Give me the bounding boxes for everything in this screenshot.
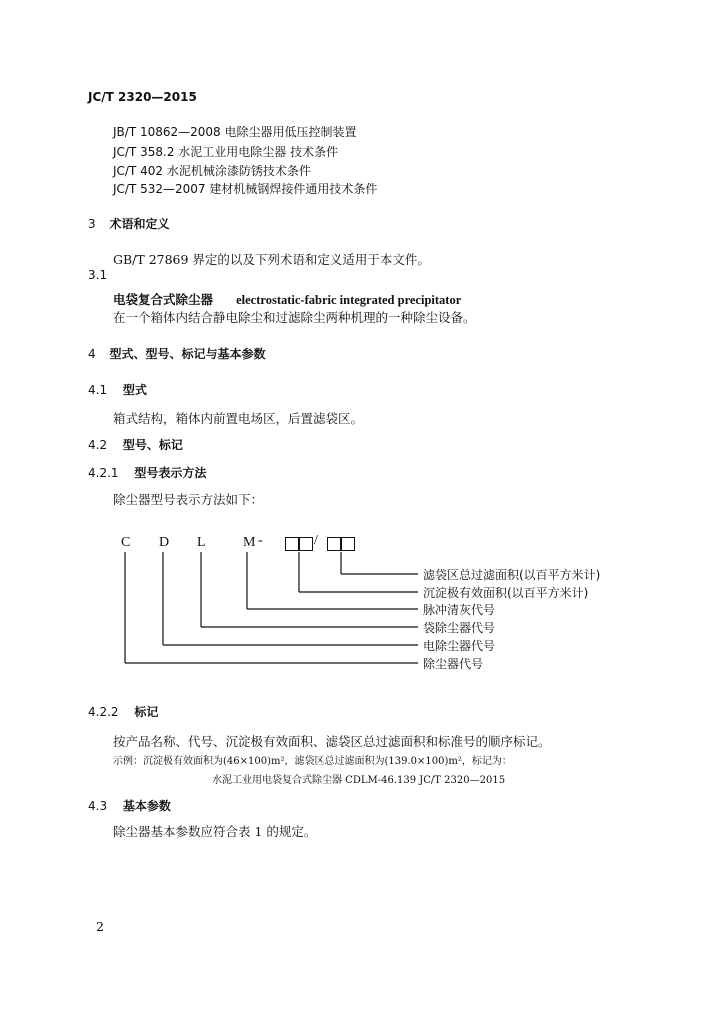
section-3-text: GB/T 27869 界定的以及下列术语和定义适用于本文件。 (113, 252, 430, 267)
reference-item: JC/T 402 水泥机械涂漆防锈技术条件 (113, 164, 311, 178)
example-intro: 示例：沉淀极有效面积为(46×100)m²，滤袋区总过滤面积为(139.0×100)m²，标记为： (113, 756, 512, 767)
code-letter-c: C (121, 535, 131, 550)
section-number: 4.2.2 (88, 705, 119, 719)
term-definition: 在一个箱体内结合静电除尘和过滤除尘两种机理的一种除尘设备。 (113, 310, 476, 325)
section-4-2-1-text: 除尘器型号表示方法如下： (113, 492, 264, 507)
section-4-2-2-text: 按产品名称、代号、沉淀极有效面积、滤袋区总过滤面积和标准号的顺序标记。 (113, 734, 551, 749)
diagram-label-dust-collector: 除尘器代号 (423, 657, 484, 671)
example-marking: 水泥工业用电袋复合式除尘器 CDLM-46.139 JC/T 2320—2015 (212, 775, 506, 786)
reference-item: JC/T 358.2 水泥工业用电除尘器 技术条件 (113, 145, 339, 159)
section-4-2-1-heading (88, 464, 206, 481)
reference-item: JC/T 532—2007 建材机械钢焊接件通用技术条件 (113, 182, 378, 196)
diagram-label-filter-area: 滤袋区总过滤面积(以百平方米计) (423, 568, 601, 582)
section-number: 3 (88, 217, 96, 231)
term-number: 3.1 (88, 268, 108, 282)
placeholder-box (341, 537, 355, 551)
section-4-2-2-heading (88, 703, 158, 720)
code-dash: - (258, 533, 263, 548)
code-letter-l: L (197, 535, 206, 550)
section-title: 术语和定义 (109, 217, 170, 231)
reference-item: JB/T 10862—2008 电除尘器用低压控制装置 (113, 125, 357, 139)
code-letter-d: D (159, 535, 170, 550)
placeholder-box (327, 537, 341, 551)
section-4-heading (88, 345, 265, 362)
placeholder-box (299, 537, 313, 551)
diagram-label-collector-area: 沉淀极有效面积(以百平方米计) (423, 586, 589, 600)
section-title: 标记 (134, 705, 159, 719)
section-4-1-text: 箱式结构，箱体内前置电场区，后置滤袋区。 (113, 411, 364, 426)
diagram-label-esp: 电除尘器代号 (423, 639, 496, 653)
diagram-label-bag-filter: 袋除尘器代号 (423, 621, 496, 635)
section-4-2-heading (88, 436, 183, 453)
section-number: 4 (88, 347, 96, 361)
placeholder-box (285, 537, 299, 551)
section-4-3-heading (88, 797, 171, 814)
section-4-1-heading (88, 381, 147, 398)
section-3-heading (88, 215, 169, 232)
section-title: 基本参数 (122, 799, 171, 813)
term-title (113, 289, 461, 308)
term-english: electrostatic-fabric integrated precipitator (236, 293, 462, 307)
section-number: 4.1 (88, 383, 108, 397)
section-number: 4.2.1 (88, 466, 119, 480)
term-chinese: 电袋复合式除尘器 (113, 292, 214, 307)
section-title: 型号表示方法 (134, 466, 207, 480)
page-header: JC/T 2320—2015 (88, 90, 197, 104)
section-4-3-text: 除尘器基本参数应符合表 1 的规定。 (113, 824, 317, 839)
page-number: 2 (96, 919, 104, 934)
code-slash: / (314, 533, 318, 548)
diagram-label-pulse-cleaning: 脉冲清灰代号 (423, 603, 496, 617)
section-number: 4.2 (88, 438, 108, 452)
section-title: 型号、标记 (122, 438, 183, 452)
section-number: 4.3 (88, 799, 108, 813)
code-letter-m: M (243, 535, 256, 550)
section-title: 型式 (122, 383, 147, 397)
section-title: 型式、型号、标记与基本参数 (109, 347, 266, 361)
